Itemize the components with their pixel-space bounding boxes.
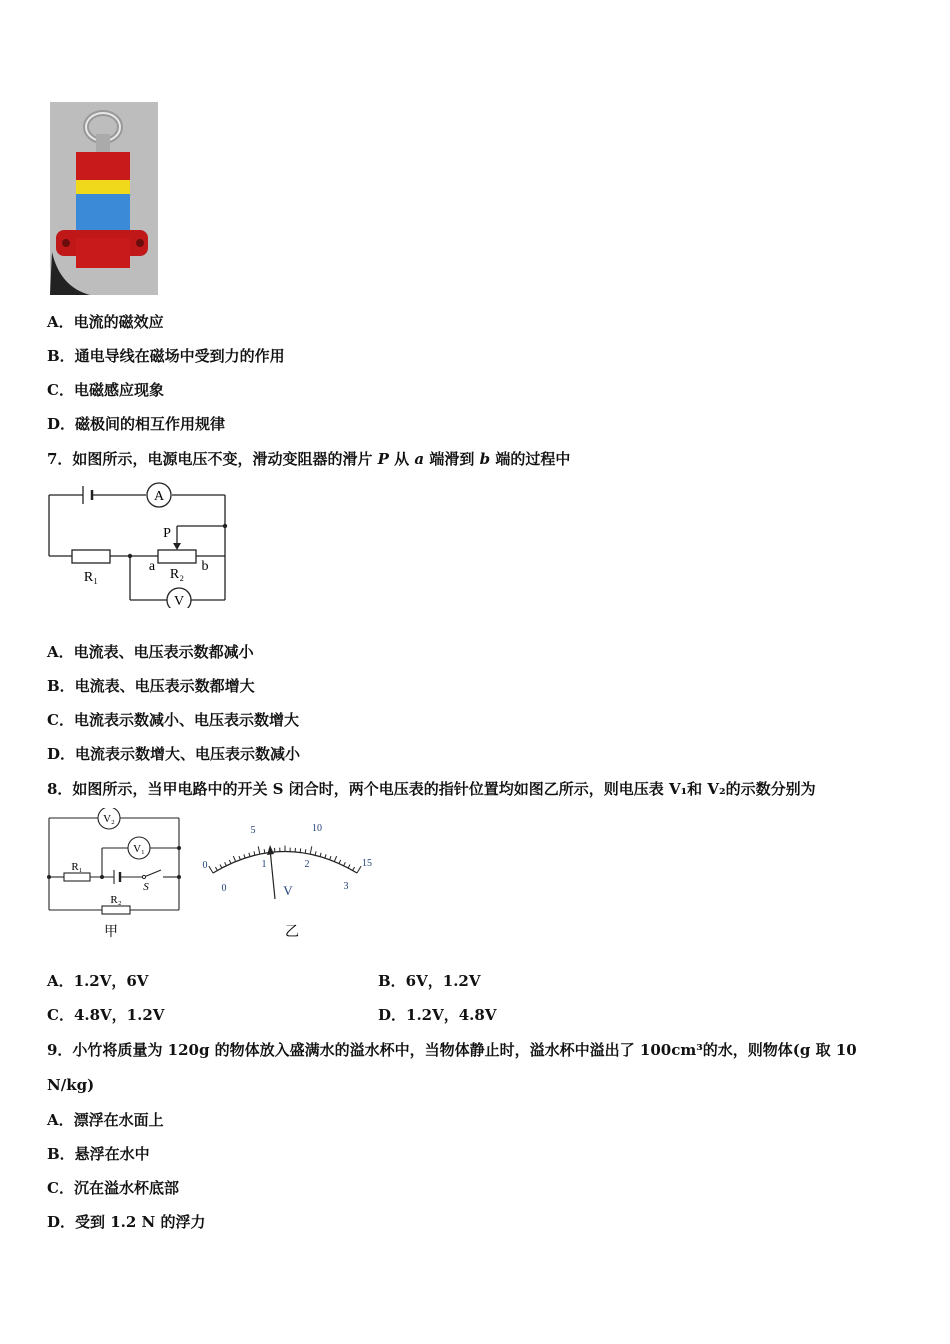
dial-tick <box>348 864 350 868</box>
q8-yi-caption: 乙 <box>285 925 299 940</box>
q9-option-b: B．悬浮在水中 <box>47 1145 150 1163</box>
q7-option-c: C．电流表示数减小、电压表示数增大 <box>47 711 299 729</box>
dial-tick <box>344 862 346 866</box>
q8-jia-caption: 甲 <box>104 925 118 940</box>
q7-circuit-diagram <box>40 478 240 608</box>
dial-tick <box>209 866 213 873</box>
q8-lower-tick-1: 1 <box>261 859 267 870</box>
dial-tick <box>357 866 361 873</box>
device-photo <box>50 102 158 295</box>
q7-stem-a: a <box>414 450 425 468</box>
dial-tick <box>264 849 265 853</box>
q7-stem-P: P <box>377 450 389 468</box>
dial-tick <box>334 856 336 862</box>
q7-ammeter-label: A <box>153 489 165 504</box>
q7-option-d: D．电流表示数增大、电压表示数减小 <box>47 745 301 763</box>
dial-tick <box>254 851 255 855</box>
q9-option-d: D．受到 1.2 N 的浮力 <box>47 1213 206 1231</box>
q7-end-b-label: b <box>201 559 209 574</box>
q9-stem-line2: N/kg) <box>47 1076 95 1094</box>
q7-stem-suffix: 端的过程中 <box>490 450 571 468</box>
q8-r1-label: R₁ <box>71 861 83 873</box>
q8-upper-tick-15: 15 <box>362 858 372 869</box>
q7-stem-prefix: 7．如图所示，电源电压不变，滑动变阻器的滑片 <box>47 450 378 468</box>
q8-r2-label: R₂ <box>110 894 122 906</box>
q8-upper-tick-10: 10 <box>312 823 322 834</box>
q8-stem: 8．如图所示，当甲电路中的开关 S 闭合时，两个电压表的指针位置均如图乙所示，则电压表 V₁和 V₂的示数分别为 <box>47 780 816 798</box>
q8-switch-label: S <box>143 881 149 893</box>
dial-tick <box>249 853 250 857</box>
dial-tick <box>215 867 217 870</box>
q8-lower-tick-2: 2 <box>304 859 310 870</box>
q8-upper-tick-5: 5 <box>250 825 256 836</box>
q9-option-a: A．漂浮在水面上 <box>47 1111 164 1129</box>
q8-figure-jia <box>40 808 190 943</box>
device-illustration <box>50 102 158 295</box>
dial-tick <box>220 864 222 868</box>
q7-voltmeter-label: V <box>173 594 185 608</box>
dial-tick <box>229 860 231 864</box>
dial-tick <box>244 854 245 858</box>
dial-tick <box>258 846 260 854</box>
q8-lower-tick-3: 3 <box>343 881 349 892</box>
dial-tick <box>233 856 235 862</box>
dial-tick <box>320 853 321 857</box>
dial-tick <box>310 846 312 854</box>
q7-stem-mid1: 从 <box>388 450 415 468</box>
dial-tick <box>305 849 306 853</box>
q8-lower-tick-0: 0 <box>221 883 227 894</box>
q7-stem-b: b <box>479 450 491 468</box>
q9-stem-line1: 9．小竹将质量为 120g 的物体放入盛满水的溢水杯中，当物体静止时，溢水杯中溢出了 100cm³的水，则物体(g 取 10 <box>47 1041 857 1059</box>
q6-option-a: A．电流的磁效应 <box>47 313 164 331</box>
q7-r1-label: R₁ <box>83 570 99 585</box>
q7-stem <box>47 448 570 469</box>
q8-figure-yi <box>195 815 380 943</box>
q6-option-c: C．电磁感应现象 <box>47 381 164 399</box>
q7-end-a-label: a <box>148 559 156 574</box>
q6-option-b: B．通电导线在磁场中受到力的作用 <box>47 347 285 365</box>
q8-v1-label: V₁ <box>133 843 145 855</box>
q7-stem-mid2: 端滑到 <box>424 450 480 468</box>
q7-slider-label: P <box>163 526 171 541</box>
q8-unit-label: V <box>283 883 293 898</box>
dial-tick <box>353 867 355 870</box>
dial-tick <box>330 856 331 860</box>
dial-tick <box>225 862 227 866</box>
q8-option-d: D．1.2V，4.8V <box>378 1006 497 1024</box>
dial-tick <box>325 854 326 858</box>
q8-v2-label: V₂ <box>103 813 115 825</box>
q6-option-d: D．磁极间的相互作用规律 <box>47 415 226 433</box>
dial-tick <box>239 856 240 860</box>
q7-option-b: B．电流表、电压表示数都增大 <box>47 677 255 695</box>
q7-option-a: A．电流表、电压表示数都减小 <box>47 643 254 661</box>
dial-tick <box>315 851 316 855</box>
q7-r2-label: R₂ <box>169 567 185 582</box>
q8-upper-tick-0: 0 <box>202 860 208 871</box>
q8-option-c: C．4.8V，1.2V <box>47 1006 165 1024</box>
q8-option-b: B．6V，1.2V <box>378 972 481 990</box>
dial-tick <box>339 860 341 864</box>
q9-option-c: C．沉在溢水杯底部 <box>47 1179 179 1197</box>
q8-option-a: A．1.2V，6V <box>47 972 149 990</box>
